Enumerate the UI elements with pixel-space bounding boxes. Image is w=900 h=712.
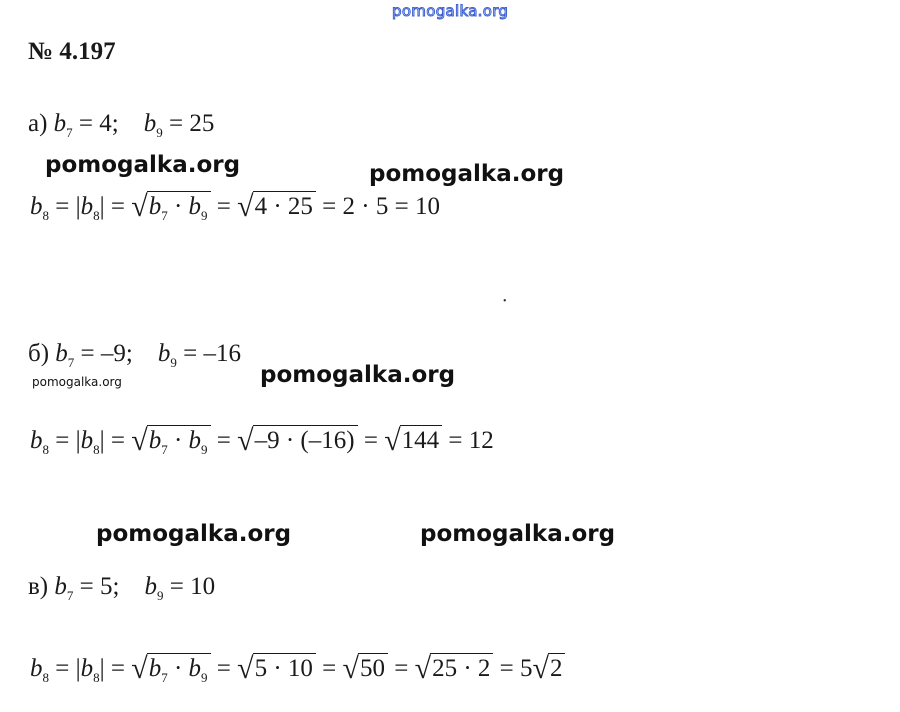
part-v-b9: 10 (190, 573, 216, 600)
part-b-result: = 12 (448, 427, 494, 454)
part-a-b7: 4 (99, 110, 112, 137)
part-b-radicand: –9 · (–16) (253, 425, 358, 454)
part-a-result: = 2 · 5 = 10 (322, 193, 440, 220)
part-b-solution: $b_8 = |b_8| = √b_7 \cdot b_9 = √-9 \cdot (-16) = √144 = 12$ (30, 424, 494, 457)
watermark-b-right: pomogalka.org (257, 362, 458, 388)
part-a-label: а) (28, 110, 48, 137)
part-v-radicand-25x2: 25 · 2 (430, 653, 493, 682)
watermark-a-right: pomogalka.org (366, 161, 567, 187)
part-v-label: в) (28, 573, 49, 600)
part-v-b7: 5 (100, 573, 113, 600)
part-b-b7: –9 (100, 340, 126, 367)
part-v-condition: в) $b_7 = 5$; $b_9 = 10$ (28, 573, 216, 603)
stray-dot: • (503, 296, 507, 307)
watermark-top: pomogalka.org (392, 2, 509, 20)
part-b-condition: б) $b_7 = -9$; $b_9 = -16$ (28, 340, 241, 370)
part-v-result-coef: = 5 (499, 655, 533, 682)
part-b-b9: –16 (203, 340, 241, 367)
watermark-v-right: pomogalka.org (417, 521, 618, 547)
part-v-radicand: 5 · 10 (253, 653, 316, 682)
part-b-label: б) (28, 340, 50, 367)
part-b-radicand-144: 144 (400, 425, 443, 454)
part-a-b9: 25 (189, 110, 215, 137)
part-v-result-radicand: 2 (548, 653, 566, 682)
watermark-v-left: pomogalka.org (93, 521, 294, 547)
part-v-solution: $b_8 = |b_8| = √b_7 \cdot b_9 = √5 \cdot 10 = √50 = √25 \cdot 2 = 5√2$ (30, 650, 565, 686)
part-a-condition: а) $b_7 = 4$; $b_9 = 25$ (28, 110, 215, 140)
part-a-radicand: 4 · 25 (253, 191, 316, 220)
part-v-radicand-50: 50 (358, 653, 388, 682)
problem-number: № 4.197 (28, 38, 116, 65)
watermark-b-small: pomogalka.org (32, 375, 122, 389)
watermark-a-left: pomogalka.org (42, 152, 243, 178)
part-a-solution: $b_8 = |b_8| = √b_7 \cdot b_9 = √4 \cdot 25 = 2 \cdot 5 = 10$ (30, 190, 440, 223)
